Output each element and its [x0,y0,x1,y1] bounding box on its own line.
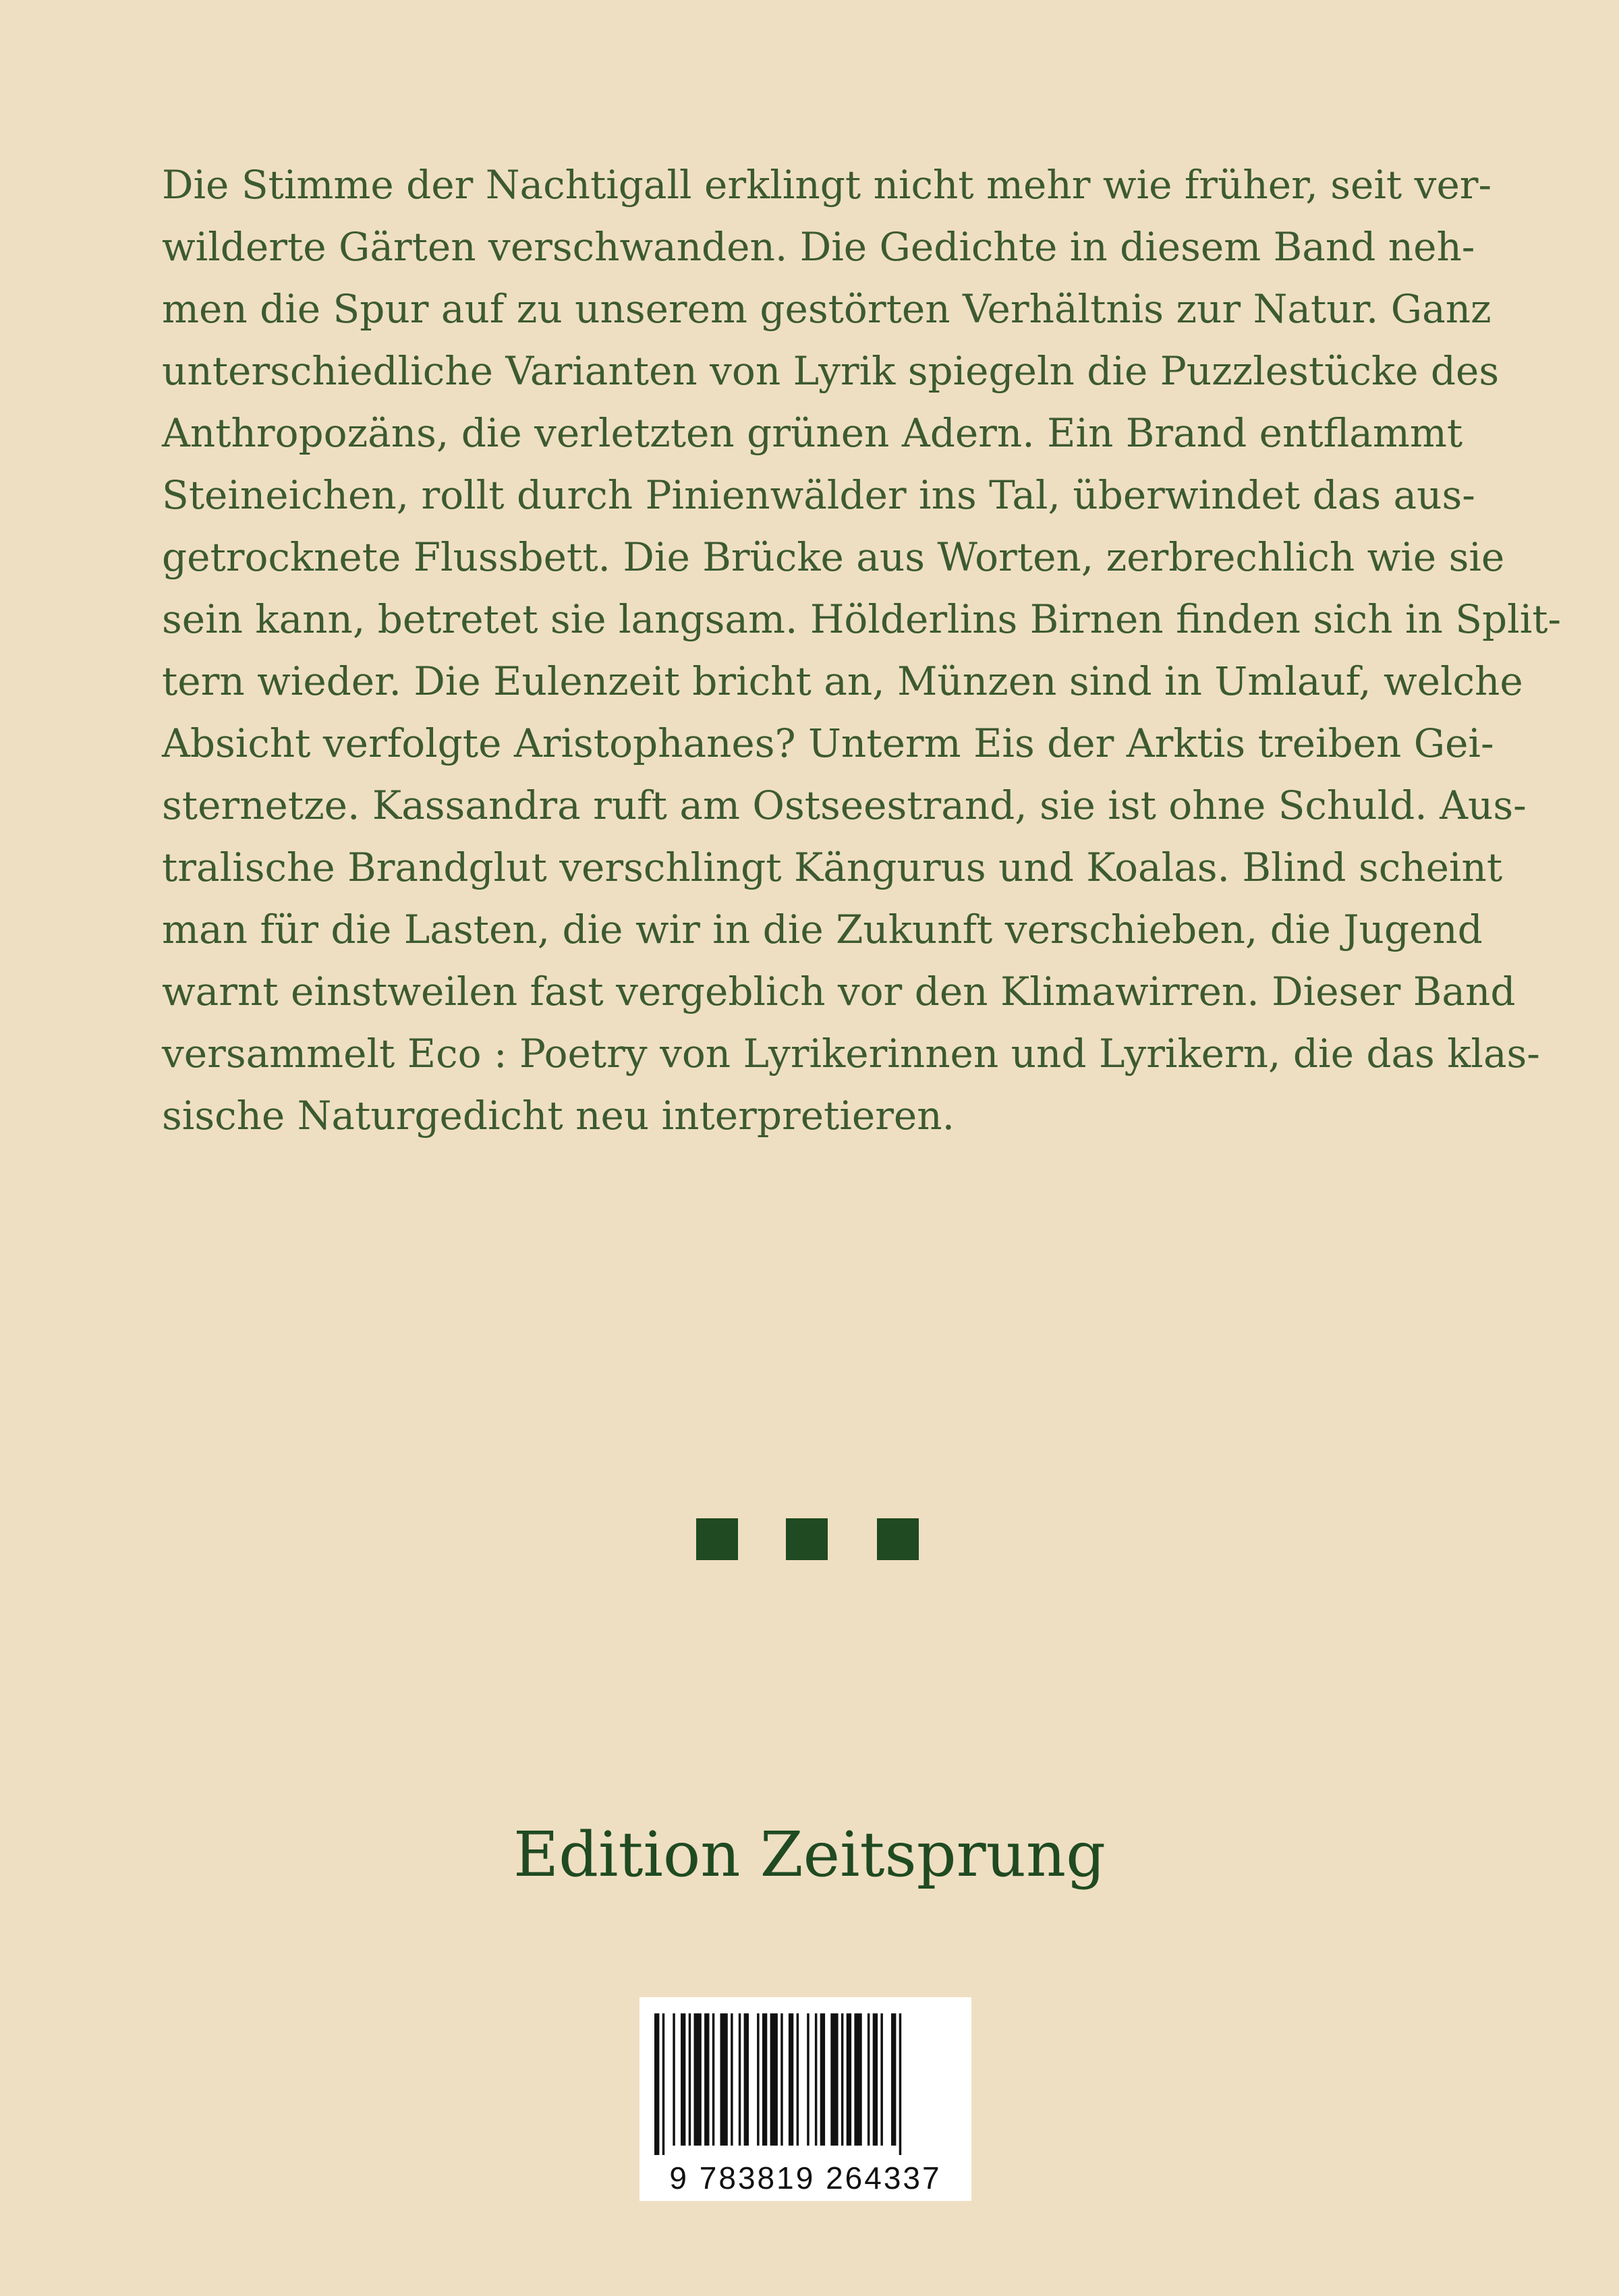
barcode-bar [689,2013,691,2146]
barcode-bar [654,2013,659,2155]
barcode-bar [891,2013,896,2146]
blurb-line: Die Stimme der Nachtigall erklingt nicht mehr wie früher, seit ver- [162,162,1492,208]
barcode-bar [704,2013,709,2146]
blurb-line: unterschiedliche Varianten von Lyrik spiegeln die Puzzlestücke des [162,348,1500,394]
ornament-square [786,1518,828,1560]
blurb-line: sternetze. Kassandra ruft am Ostseestrand, sie ist ohne Schuld. Aus- [162,782,1527,828]
barcode-bar [681,2013,685,2146]
barcode-bar [899,2013,902,2155]
blurb-line: Absicht verfolgte Aristophanes? Unterm Eis der Arktis treiben Gei- [162,720,1494,766]
publisher-name: Edition Zeitsprung [513,1818,1106,1891]
blurb-line: wilderte Gärten verschwanden. Die Gedichte in diesem Band neh- [162,224,1475,270]
barcode-bar [873,2013,878,2146]
barcode-bar [673,2013,675,2146]
blurb-line: Anthropozäns, die verletzten grünen Adern. Ein Brand entflammt [162,410,1463,456]
blurb-text [162,154,1562,1147]
blurb-line: tern wieder. Die Eulenzeit bricht an, Münzen sind in Umlauf, welche [162,658,1523,704]
blurb-line: warnt einstweilen fast vergeblich vor den Klimawirren. Dieser Band [162,969,1516,1014]
barcode-bar [807,2013,810,2146]
barcode-bar [757,2013,760,2146]
blurb-line: man für die Lasten, die wir in die Zukunft verschieben, die Jugend [162,907,1483,952]
blurb-line: Steineichen, rollt durch Pinienwälder ins Tal, überwindet das aus- [162,472,1475,518]
barcode-bar [841,2013,844,2146]
barcode-bar [662,2013,665,2155]
barcode-bar [770,2013,778,2146]
barcode-bar [694,2013,702,2146]
barcode-bar [847,2013,851,2146]
barcode-bar [780,2013,783,2146]
isbn-barcode [640,1997,971,2201]
blurb-line: sein kann, betretet sie langsam. Hölderlins Birnen finden sich in Split- [162,596,1562,642]
blurb-line: sische Naturgedicht neu interpretieren. [162,1093,955,1139]
barcode-bar [868,2013,870,2146]
barcode-bar [762,2013,767,2146]
barcode-bar [815,2013,818,2146]
barcode-bar [712,2013,715,2146]
blurb-line: getrocknete Flussbett. Die Brücke aus Worten, zerbrechlich wie sie [162,534,1505,580]
isbn-number: 9 783819 264337 [669,2160,942,2195]
barcode-bar [789,2013,793,2146]
barcode-bar [854,2013,861,2146]
blurb-line: men die Spur auf zu unserem gestörten Verhältnis zur Natur. Ganz [162,286,1492,332]
barcode-bar [720,2013,728,2146]
barcode-bars [640,1997,971,2159]
blurb-line: versammelt Eco : Poetry von Lyrikerinnen und Lyrikern, die das klas- [162,1031,1540,1077]
barcode-bar [744,2013,749,2146]
ornament-squares [696,1518,919,1560]
barcode-bar [830,2013,838,2146]
barcode-bar [797,2013,799,2146]
barcode-bar [820,2013,825,2146]
ornament-square [877,1518,919,1560]
blurb-line: tralische Brandglut verschlingt Kängurus und Koalas. Blind scheint [162,844,1503,890]
barcode-bar [880,2013,883,2146]
barcode-bar [731,2013,733,2146]
ornament-square [696,1518,738,1560]
barcode-bar [739,2013,741,2146]
